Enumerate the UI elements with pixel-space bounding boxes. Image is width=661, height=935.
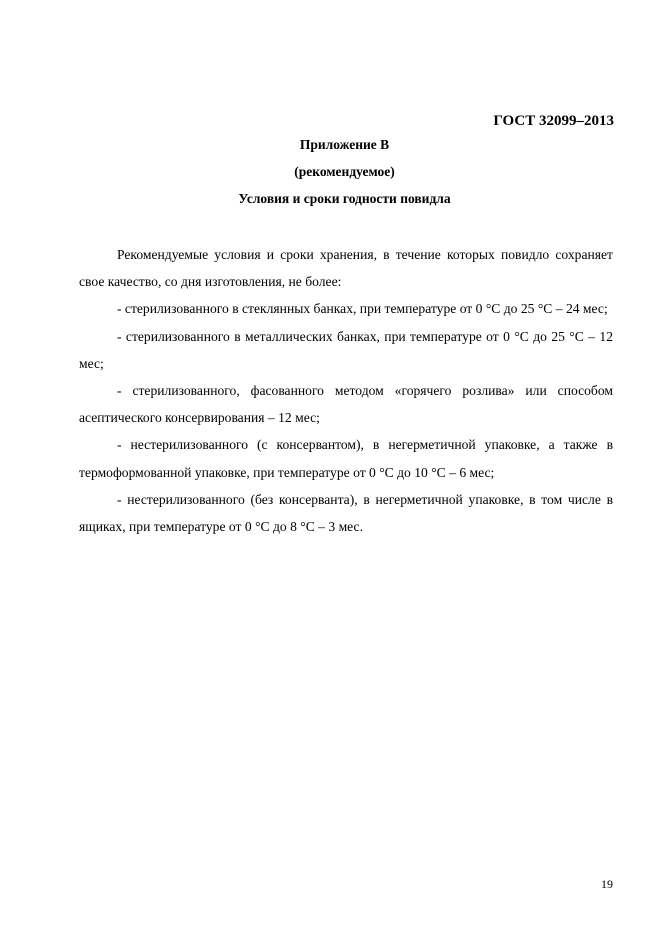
list-item: - стерилизованного в стеклянных банках, при температуре от 0 °С до 25 °С – 24 мес; [117, 301, 608, 317]
section-title: Условия и сроки годности повидла [238, 191, 451, 206]
annex-status: (рекомендуемое) [294, 164, 395, 179]
body-text [79, 241, 613, 540]
intro-paragraph: Рекомендуемые условия и сроки хранения, в течение которых повидло сохраняет свое качество, со дня изготовления, не более: [79, 247, 613, 290]
list-item: - нестерилизованного (с консервантом), в негерметичной упаковке, а также в термоформованной упаковке, при температуре от 0 °С до 10 °С – 6 мес; [79, 437, 613, 480]
document-code: ГОСТ 32099–2013 [493, 113, 614, 129]
list-item: - стерилизованного в металлических банках, при температуре от 0 °С до 25 °С – 12 мес; [79, 328, 613, 371]
annex-title: Приложение В [299, 137, 390, 152]
list-item: - нестерилизованного (без консерванта), в негерметичной упаковке, в том числе в ящиках, при температуре от 0 °С до 8 °С – 3 мес. [79, 491, 613, 535]
list-item: - стерилизованного, фасованного методом «горячего розлива» или способом асептического консервирования – 12 мес; [79, 383, 613, 426]
page-number: 19 [601, 877, 613, 891]
